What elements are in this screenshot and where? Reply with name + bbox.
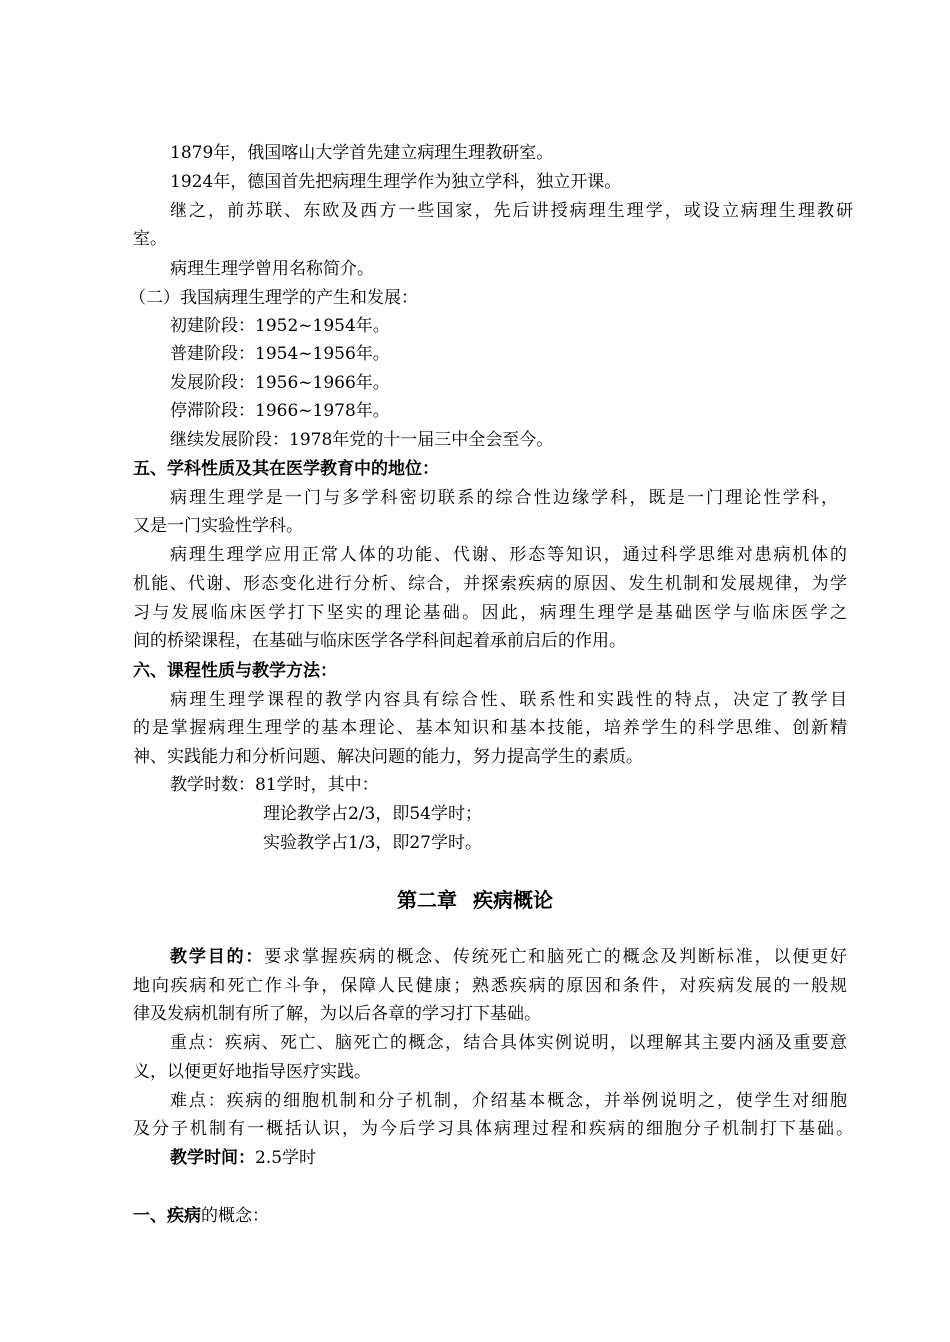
chapter-name: 疾病概论 [473,888,553,912]
stage-item: 继续发展阶段：1978年党的十一届三中全会至今。 [170,430,554,450]
section5-paragraph-line: 又是一门实验性学科。 [133,516,303,536]
intro-line-spread-end: 室。 [133,229,167,249]
stage-item: 初建阶段：1952~1954年。 [170,316,390,336]
section6-paragraph-line: 病理生理学课程的教学内容具有综合性、联系性和实践性的特点，决定了教学目 [170,690,847,710]
section6-paragraph-line: 神、实践能力和分析问题、解决问题的能力，努力提高学生的素质。 [133,747,643,767]
key-points-line: 重点：疾病、死亡、脑死亡的概念，结合具体实例说明，以理解其主要内涵及重要意 [170,1033,847,1053]
chapter-title [0,886,950,914]
goal-line [170,945,847,969]
section6-heading: 六、课程性质与教学方法： [133,661,337,681]
difficulty-line: 难点：疾病的细胞机制和分子机制，介绍基本概念，并举例说明之，使学生对细胞 [170,1091,847,1111]
goal-line: 律及发病机制有所了解，为以后各章的学习打下基础。 [133,1004,541,1024]
teaching-time-value: 2.5学时 [255,1148,317,1168]
section5-paragraph-line: 间的桥梁课程，在基础与临床医学各学科间起着承前启后的作用。 [133,631,626,651]
teaching-time-label: 教学时间： [170,1148,255,1168]
stage-item: 停滞阶段：1966~1978年。 [170,401,390,421]
intro-line-names: 病理生理学曾用名称简介。 [170,259,374,279]
intro-line-spread: 继之，前苏联、东欧及西方一些国家，先后讲授病理生理学，或设立病理生理教研 [170,201,853,221]
intro-line-1924: 1924年，德国首先把病理生理学作为独立学科，独立开课。 [170,172,622,192]
lab-hours: 实验教学占1/3，即27学时。 [263,833,482,853]
section5-paragraph-line: 病理生理学是一门与多学科密切联系的综合性边缘学科，既是一门理论性学科， [170,488,838,508]
section1-label: 一、疾病 [133,1206,201,1226]
teaching-hours: 教学时数：81学时，其中： [170,775,379,795]
stage-item: 普建阶段：1954~1956年。 [170,344,390,364]
section1-rest: 的概念： [201,1206,269,1226]
section1-heading [133,1204,853,1228]
chapter-number: 第二章 [397,888,457,912]
theory-hours: 理论教学占2/3，即54学时； [263,804,482,824]
goal-line: 地向疾病和死亡作斗争，保障人民健康；熟悉疾病的原因和条件，对疾病发展的一般规 [133,976,847,996]
section6-paragraph-line: 的是掌握病理生理学的基本理论、基本知识和基本技能，培养学生的科学思维、创新精 [133,718,847,738]
difficulty-line: 及分子机制有一概括认识，为今后学习具体病理过程和疾病的细胞分子机制打下基础。 [133,1119,853,1139]
section5-paragraph-line: 习与发展临床医学打下坚实的理论基础。因此，病理生理学是基础医学与临床医学之 [133,603,847,623]
intro-line-1879: 1879年，俄国喀山大学首先建立病理生理教研室。 [170,143,554,163]
stage-item: 发展阶段：1956~1966年。 [170,373,390,393]
china-heading: （二）我国病理生理学的产生和发展： [129,288,418,308]
section5-heading: 五、学科性质及其在医学教育中的地位： [133,459,439,479]
goal-text: 要求掌握疾病的概念、传统死亡和脑死亡的概念及判断标准，以便更好 [264,947,848,967]
goal-label: 教学目的： [170,947,265,967]
section5-paragraph-line: 病理生理学应用正常人体的功能、代谢、形态等知识，通过科学思维对患病机体的 [170,545,847,565]
teaching-time [170,1146,890,1170]
section5-paragraph-line: 机能、代谢、形态变化进行分析、综合，并探索疾病的原因、发生机制和发展规律，为学 [133,574,847,594]
key-points-line: 义，以便更好地指导医疗实践。 [133,1062,371,1082]
